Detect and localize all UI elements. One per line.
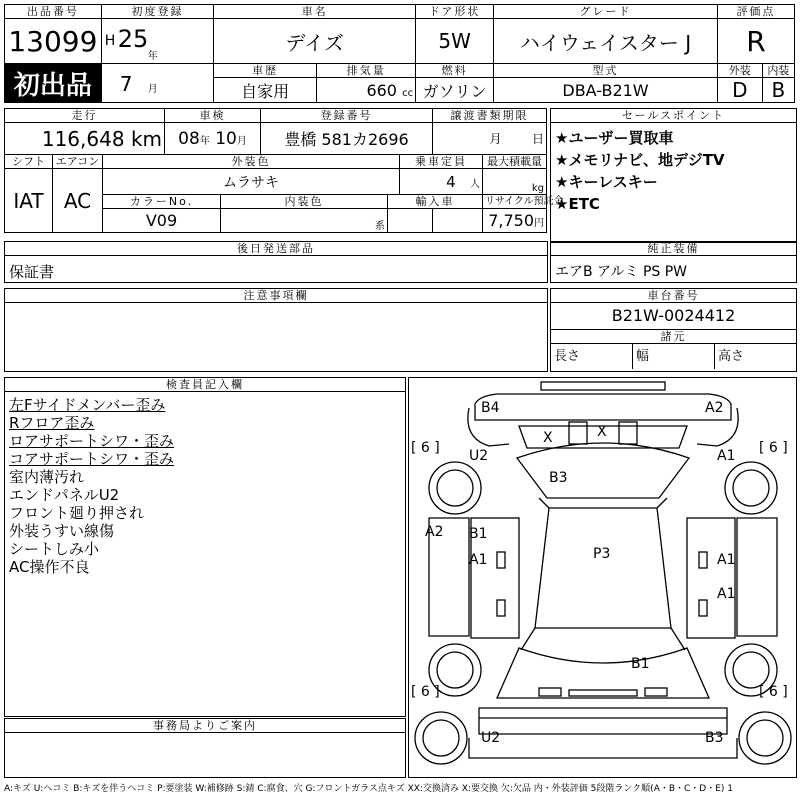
spec-row	[551, 344, 796, 369]
fuel: ガソリン	[416, 78, 494, 103]
inspector-box	[4, 377, 406, 717]
int-label: 内装	[762, 64, 794, 78]
tire-front-left: [ 6 ]	[411, 440, 440, 456]
mileage: 116,648 km	[5, 123, 165, 155]
door-label: ドア形状	[416, 5, 494, 19]
import-cell-2	[433, 209, 483, 233]
genuine-equip-label: 純正装備	[551, 242, 796, 256]
inspect-label: 車検	[165, 109, 261, 123]
office-label: 事務局よりご案内	[5, 719, 405, 733]
exterior-grade: D	[717, 78, 762, 103]
mark-b4: B4	[481, 400, 500, 416]
sales-point-item: ★ユーザー買取車	[555, 129, 674, 147]
inspector-note-line: シートしみ小	[9, 540, 100, 558]
sales-point-item: ★キーレスキー	[555, 173, 658, 191]
door-type: 5W	[416, 19, 494, 64]
inspector-notes	[5, 392, 405, 576]
sales-point-item: ★ETC	[555, 195, 600, 213]
inspector-note-line: 室内薄汚れ	[9, 468, 85, 486]
tire-rear-right: [ 6 ]	[759, 684, 788, 700]
first-listing-badge: 初出品	[5, 64, 102, 103]
model-label: 型式	[494, 64, 718, 78]
model-code: DBA-B21W	[494, 78, 718, 103]
reg-label: 初度登録	[101, 5, 213, 19]
import-cell	[388, 209, 433, 233]
mileage-label: 走行	[5, 109, 165, 123]
load-label: 最大積載量	[483, 155, 547, 169]
mark-b1-bottom: B1	[631, 656, 650, 672]
mark-u2-left: U2	[469, 448, 489, 464]
mark-x1: X	[543, 430, 553, 446]
mark-a1-right: A1	[717, 448, 736, 464]
vehicle-info-table	[4, 108, 564, 233]
import-label: 輸入車	[388, 195, 483, 209]
capacity: 4 人	[400, 169, 483, 195]
air-con: AC	[53, 169, 103, 233]
reg-year: 25	[117, 25, 149, 53]
sales-point-item: ★メモリナビ、地デジTV	[555, 151, 725, 169]
genuine-equip-box	[550, 241, 797, 283]
exterior-color: ムラサキ	[103, 169, 400, 195]
chassis-number: B21W-0024412	[551, 303, 796, 330]
inspector-label: 検査員記入欄	[5, 378, 405, 392]
grade-label: グレード	[494, 5, 718, 19]
color-label: 外装色	[103, 155, 400, 169]
mark-x2: X	[597, 424, 607, 440]
transfer-label: 譲渡書類期限	[433, 109, 547, 123]
history: 自家用	[214, 78, 317, 103]
tire-rear-left: [ 6 ]	[411, 684, 440, 700]
grade: ハイウェイスター J	[494, 19, 718, 64]
mark-b1-left: B1	[469, 526, 488, 542]
reg-month: 7 月	[101, 64, 213, 103]
chassis-label: 車台番号	[551, 289, 796, 303]
mark-b3-bottom: B3	[705, 730, 724, 746]
interior-grade: B	[762, 78, 794, 103]
reg-era: H	[104, 33, 116, 49]
spec-width: 幅	[633, 344, 715, 369]
mark-a1-left: A1	[469, 552, 488, 568]
spec-label: 諸元	[551, 330, 796, 344]
shift: IAT	[5, 169, 53, 233]
reg-year-unit: 年	[147, 51, 158, 62]
header-table	[4, 4, 795, 103]
later-parts-box	[4, 241, 548, 283]
mark-a2-left: A2	[425, 524, 444, 540]
mark-a1-right3: A1	[717, 586, 736, 602]
mark-a1-right2: A1	[717, 552, 736, 568]
later-parts-value: 保証書	[9, 263, 55, 281]
transfer-date: 月 日	[433, 123, 547, 155]
lot-label: 出品番号	[5, 5, 102, 19]
genuine-equip-value: エアB アルミ PS PW	[555, 264, 688, 280]
recycle-label: リサイクル預託金	[483, 195, 547, 209]
damage-diagram-box	[408, 377, 797, 778]
legend: A:キズ U:ヘコミ B:キズを伴うヘコミ P:要塗装 W:補修跡 S:錆 C:腐食、穴 G:フロントガラス点キズ XX:交換済み X:要交換 欠:欠品 内・外装評価 5段階ランク順(A・B・C・D・E) 1	[4, 784, 734, 794]
color-no-label: カラーNo.	[103, 195, 221, 209]
inspector-note-line: ロアサポートシワ・歪み	[9, 432, 175, 450]
mark-p3: P3	[593, 546, 611, 562]
recycle-fee: 7,750円	[483, 209, 547, 233]
mark-u2-bottom: U2	[481, 730, 501, 746]
sales-points-list	[551, 123, 796, 219]
interior-color: 系	[221, 209, 388, 233]
car-name: デイズ	[214, 19, 416, 64]
capacity-label: 乗車定員	[400, 155, 483, 169]
tire-front-right: [ 6 ]	[759, 440, 788, 456]
color-number: V09	[103, 209, 221, 233]
inspector-note-line: 外装うすい線傷	[9, 522, 115, 540]
lot-number: 13099	[5, 19, 102, 64]
plate-label: 登録番号	[261, 109, 433, 123]
ac-label: エアコン	[53, 155, 103, 169]
disp-label: 排気量	[317, 64, 416, 78]
chassis-box	[550, 288, 797, 372]
caution-label: 注意事項欄	[5, 289, 547, 303]
fuel-label: 燃料	[416, 64, 494, 78]
inspector-note-line: AC操作不良	[9, 558, 90, 576]
mark-b3-center: B3	[549, 470, 568, 486]
shift-label: シフト	[5, 155, 53, 169]
history-label: 車歴	[214, 64, 317, 78]
inspection-date: 08年 10月	[165, 123, 261, 155]
spec-length: 長さ	[551, 344, 633, 369]
car-name-label: 車名	[214, 5, 416, 19]
mark-a2-top: A2	[705, 400, 724, 416]
reg-date	[101, 19, 213, 64]
plate-number: 豊橋 581カ2696	[261, 123, 433, 155]
displacement: 660 cc	[317, 78, 416, 103]
int-color-label: 内装色	[221, 195, 388, 209]
caution-box	[4, 288, 548, 372]
later-parts-label: 後日発送部品	[5, 242, 547, 256]
inspector-note-line: コアサポートシワ・歪み	[9, 450, 175, 468]
sales-points-box	[550, 108, 797, 243]
inspector-note-line: 左Fサイドメンバー歪み	[9, 396, 166, 414]
score-label: 評価点	[717, 5, 794, 19]
max-load: kg	[483, 169, 547, 195]
score: R	[717, 19, 794, 64]
ext-label: 外装	[717, 64, 762, 78]
sales-points-label: セールスポイント	[551, 109, 796, 123]
spec-height: 高さ	[718, 349, 745, 364]
inspector-note-line: Rフロア歪み	[9, 414, 95, 432]
inspector-note-line: エンドパネルU2	[9, 486, 120, 504]
inspector-note-line: フロント廻り押され	[9, 504, 145, 522]
office-box	[4, 718, 406, 778]
